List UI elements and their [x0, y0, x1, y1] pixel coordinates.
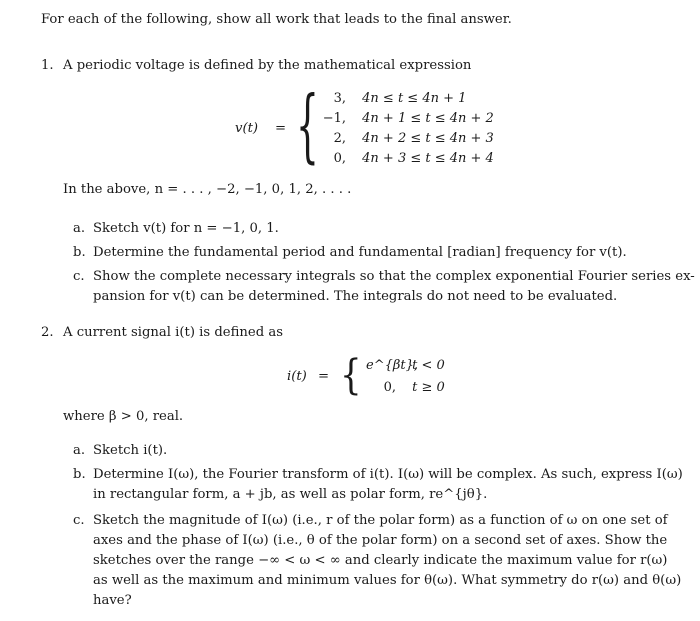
q2b-label: b. [73, 467, 86, 482]
q2-equals: = [318, 369, 330, 384]
q1a-text: Sketch v(t) for n = −1, 0, 1. [93, 221, 279, 236]
q2-case-condition: t < 0 [412, 358, 445, 373]
q1-brace: { [296, 82, 319, 173]
q1-equals: = [275, 121, 287, 136]
q2c-line: sketches over the range −∞ < ω < ∞ and clearly indicate the maximum value for r(ω) [93, 553, 668, 568]
q1c-label: c. [73, 269, 85, 284]
q2b-line-1: Determine I(ω), the Fourier transform of i(t). I(ω) will be complex. As such, express I(ω) [93, 467, 683, 482]
q1-case-value: 3, [333, 91, 346, 106]
q1-case-row [321, 91, 466, 106]
q2-case-value: 0, [383, 380, 396, 395]
q1-lhs: v(t) [235, 121, 259, 136]
q1-case-value: −1, [322, 111, 346, 126]
intro-text: For each of the following, show all work that leads to the final answer. [41, 12, 512, 27]
q2c-line: axes and the phase of I(ω) (i.e., θ of the polar form) on a second set of axes. Show the [93, 533, 668, 548]
q2-number: 2. [41, 325, 54, 340]
q1b-text: Determine the fundamental period and fundamental [radian] frequency for v(t). [93, 245, 627, 260]
q2a-text: Sketch i(t). [93, 443, 168, 458]
q1a-label: a. [73, 221, 86, 236]
q1-case-row [321, 111, 494, 126]
q2c-line: as well as the maximum and minimum values for θ(ω). What symmetry do r(ω) and θ(ω) [93, 573, 682, 588]
q2c-line: have? [93, 593, 132, 608]
q2-where-note: where β > 0, real. [63, 409, 184, 424]
q2-text: A current signal i(t) is defined as [63, 325, 283, 340]
q2-brace: { [340, 352, 362, 400]
q2-case-condition: t ≥ 0 [412, 380, 445, 395]
q2c-label: c. [73, 513, 85, 528]
q1-case-row [321, 131, 494, 146]
q1-case-condition: 4n + 1 ≤ t ≤ 4n + 2 [362, 111, 494, 126]
q1-case-value: 0, [333, 151, 346, 166]
q1-case-condition: 4n + 2 ≤ t ≤ 4n + 3 [362, 131, 494, 146]
q2-case-row [366, 380, 445, 395]
q2-case-value: e^{βt}, [366, 358, 418, 373]
q2a-label: a. [73, 443, 86, 458]
q1c-line-1: Show the complete necessary integrals so that the complex exponential Fourier series ex- [93, 269, 695, 284]
q1-number: 1. [41, 58, 54, 73]
q1-case-value: 2, [333, 131, 346, 146]
q1-case-condition: 4n ≤ t ≤ 4n + 1 [362, 91, 467, 106]
q2c-line: Sketch the magnitude of I(ω) (i.e., r of the polar form) as a function of ω on one set of [93, 513, 668, 528]
q1-case-row [321, 151, 494, 166]
q1b-label: b. [73, 245, 86, 260]
q1c-line-2: pansion for v(t) can be determined. The integrals do not need to be evaluated. [93, 289, 618, 304]
q2-lhs: i(t) [287, 369, 307, 384]
q1-domain-note: In the above, n = . . . , −2, −1, 0, 1, 2, . . . . [63, 182, 352, 197]
q2b-line-2: in rectangular form, a + jb, as well as polar form, re^{jθ}. [93, 487, 488, 502]
q1-case-condition: 4n + 3 ≤ t ≤ 4n + 4 [362, 151, 494, 166]
q2-case-row [366, 358, 445, 373]
q1-text: A periodic voltage is defined by the mathematical expression [63, 58, 472, 73]
